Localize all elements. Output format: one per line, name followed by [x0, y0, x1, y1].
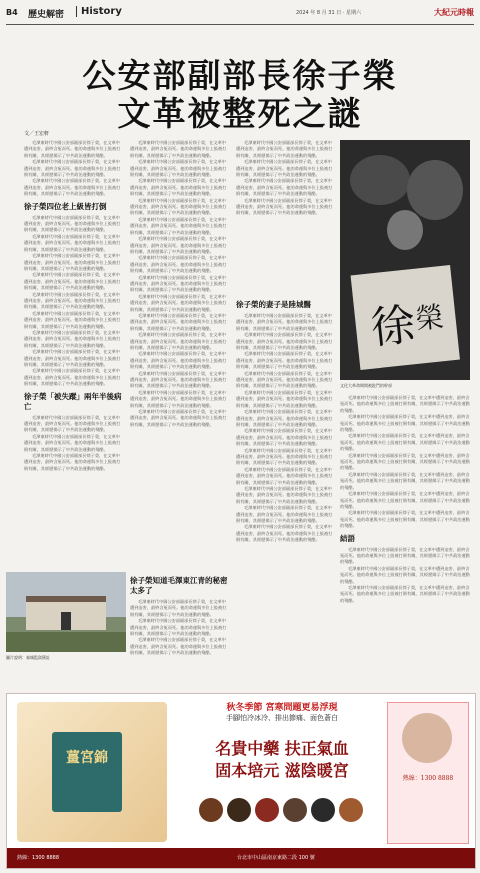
column-1: [24, 140, 124, 570]
paragraph: 毛澤東時代中國公安部副部長徐子榮，在文革中遭到迫害，最終含冤而死。他的命運與多位上級被打倒有關，其經歷揭示了中共政治運動的殘酷。: [24, 368, 121, 387]
paragraph: 毛澤東時代中國公安部副部長徐子榮，在文革中遭到迫害，最終含冤而死。他的命運與多位上級被打倒有關，其經歷揭示了中共政治運動的殘酷。: [340, 584, 470, 603]
page-number: B4: [6, 8, 18, 17]
paragraph: 毛澤東時代中國公安部副部長徐子榮，在文革中遭到迫害，最終含冤而死。他的命運與多位上級被打倒有關，其經歷揭示了中共政治運動的殘酷。: [236, 409, 333, 427]
paragraph: 毛澤東時代中國公安部副部長徐子榮，在文革中遭到迫害，最終含冤而死。他的命運與多位上級被打倒有關，其經歷揭示了中共政治運動的殘酷。: [24, 433, 121, 452]
column-2: [130, 140, 230, 570]
paragraph: 毛澤東時代中國公安部副部長徐子榮，在文革中遭到迫害，最終含冤而死。他的命運與多位上級被打倒有關，其經歷揭示了中共政治運動的殘酷。: [130, 332, 227, 350]
prison-photo: [6, 572, 126, 652]
brand-badge: 薑宮錦: [66, 750, 108, 766]
advertisement[interactable]: [6, 693, 476, 869]
paragraph: 毛澤東時代中國公安部副部長徐子榮，在文革中遭到迫害，最終含冤而死。他的命運與多位上級被打倒有關，其經歷揭示了中共政治運動的殘酷。: [130, 255, 227, 274]
paragraph: 毛澤東時代中國公安部副部長徐子榮，在文革中遭到迫害，最終含冤而死。他的命運與多位上級被打倒有關，其經歷揭示了中共政治運動的殘酷。: [130, 140, 227, 158]
ad-footer-hotline: 熱線：1300 8888: [17, 855, 60, 861]
paragraph: 毛澤東時代中國公安部副部長徐子榮，在文革中遭到迫害，最終含冤而死。他的命運與多位上級被打倒有關，其經歷揭示了中共政治運動的殘酷。: [24, 414, 121, 433]
section-title: 歷史解密: [28, 10, 65, 20]
paragraph: 毛澤東時代中國公安部副部長徐子榮，在文革中遭到迫害，最終含冤而死。他的命運與多位上級被打倒有關，其經歷揭示了中共政治運動的殘酷。: [236, 428, 333, 447]
ad-season: 秋冬季節 宮寒問題更易浮現: [226, 703, 338, 713]
paragraph: 毛澤東時代中國公安部副部長徐子榮，在文革中遭到迫害，最終含冤而死。他的命運與多位上級被打倒有關，其經歷揭示了中共政治運動的殘酷。: [24, 159, 121, 178]
cultural-revolution-photo: [340, 140, 470, 380]
right-photo-caption: 文化大革命期間被批鬥的幹部: [340, 383, 392, 388]
paragraph: 毛澤東時代中國公安部副部長徐子榮，在文革中遭到迫害，最終含冤而死。他的命運與多位上級被打倒有關，其經歷揭示了中共政治運動的殘酷。: [24, 140, 121, 158]
paragraph: 毛澤東時代中國公安部副部長徐子榮，在文革中遭到迫害，最終含冤而死。他的命運與多位上級被打倒有關，其經歷揭示了中共政治運動的殘酷。: [236, 466, 333, 485]
paragraph: 毛澤東時代中國公安部副部長徐子榮，在文革中遭到迫害，最終含冤而死。他的命運與多位上級被打倒有關，其經歷揭示了中共政治運動的殘酷。: [236, 505, 333, 523]
headline-line-1: 公安部副部長徐子榮: [82, 56, 398, 95]
subhead: 徐子榮「被失蹤」兩年半後病亡: [24, 391, 122, 411]
subhead: 徐子榮的妻子是陸城醫: [236, 300, 311, 309]
left-photo-caption: 圖片說明：秦城監獄舊址: [6, 655, 50, 660]
product-box-image: [17, 702, 167, 842]
paragraph: 毛澤東時代中國公安部副部長徐子榮，在文革中遭到迫害，最終含冤而死。他的命運與多位上級被打倒有關，其經歷揭示了中共政治運動的殘酷。: [130, 389, 227, 408]
doctor-avatar: [402, 713, 452, 763]
paragraph: 毛澤東時代中國公安部副部長徐子榮，在文革中遭到迫害，最終含冤而死。他的命運與多位上級被打倒有關，其經歷揭示了中共政治運動的殘酷。: [130, 599, 227, 617]
paragraph: 毛澤東時代中國公安部副部長徐子榮，在文革中遭到迫害，最終含冤而死。他的命運與多位上級被打倒有關，其經歷揭示了中共政治運動的殘酷。: [340, 546, 470, 565]
paragraph: 毛澤東時代中國公安部副部長徐子榮，在文革中遭到迫害，最終含冤而死。他的命運與多位上級被打倒有關，其經歷揭示了中共政治運動的殘酷。: [236, 370, 333, 389]
ingredient-images: [197, 790, 367, 830]
column-4: [340, 395, 470, 685]
paragraph: 毛澤東時代中國公安部副部長徐子榮，在文革中遭到迫害，最終含冤而死。他的命運與多位上級被打倒有關，其經歷揭示了中共政治運動的殘酷。: [130, 370, 227, 389]
paragraph: 毛澤東時代中國公安部副部長徐子榮，在文革中遭到迫害，最終含冤而死。他的命運與多位上級被打倒有關，其經歷揭示了中共政治運動的殘酷。: [340, 471, 470, 490]
paragraph: 毛澤東時代中國公安部副部長徐子榮，在文革中遭到迫害，最終含冤而死。他的命運與多位上級被打倒有關，其經歷揭示了中共政治運動的殘酷。: [24, 349, 121, 367]
paragraph: 毛澤東時代中國公安部副部長徐子榮，在文革中遭到迫害，最終含冤而死。他的命運與多位上級被打倒有關，其經歷揭示了中共政治運動的殘酷。: [236, 485, 333, 504]
doctor-panel: [387, 702, 469, 844]
newspaper-logo: 大紀元時報: [434, 8, 474, 17]
header-rule: [6, 24, 474, 25]
ad-slogan-2: 固本培元 滋陰暖宮: [215, 761, 349, 780]
paragraph: 毛澤東時代中國公安部副部長徐子榮，在文革中遭到迫害，最終含冤而死。他的命運與多位上級被打倒有關，其經歷揭示了中共政治運動的殘酷。: [236, 351, 333, 370]
paragraph: 毛澤東時代中國公安部副部長徐子榮，在文革中遭到迫害，最終含冤而死。他的命運與多位上級被打倒有關，其經歷揭示了中共政治運動的殘酷。: [340, 395, 470, 413]
paragraph: 毛澤東時代中國公安部副部長徐子榮，在文革中遭到迫害，最終含冤而死。他的命運與多位上級被打倒有關，其經歷揭示了中共政治運動的殘酷。: [130, 293, 227, 312]
column-3: [236, 296, 336, 686]
ad-symptoms: 手腳怕冷冰冷、排出節痛、面色蒼白: [226, 714, 338, 722]
paragraph: 毛澤東時代中國公安部副部長徐子榮，在文革中遭到迫害，最終含冤而死。他的命運與多位上級被打倒有關，其經歷揭示了中共政治運動的殘酷。: [130, 178, 227, 197]
paragraph: 毛澤東時代中國公安部副部長徐子榮，在文革中遭到迫害，最終含冤而死。他的命運與多位上級被打倒有關，其經歷揭示了中共政治運動的殘酷。: [236, 159, 333, 178]
paragraph: 毛澤東時代中國公安部副部長徐子榮，在文革中遭到迫害，最終含冤而死。他的命運與多位上級被打倒有關，其經歷揭示了中共政治運動的殘酷。: [24, 310, 121, 329]
paragraph: 毛澤東時代中國公安部副部長徐子榮，在文革中遭到迫害，最終含冤而死。他的命運與多位上級被打倒有關，其經歷揭示了中共政治運動的殘酷。: [236, 140, 333, 158]
paragraph: 毛澤東時代中國公安部副部長徐子榮，在文革中遭到迫害，最終含冤而死。他的命運與多位上級被打倒有關，其經歷揭示了中共政治運動的殘酷。: [24, 233, 121, 252]
paragraph: 毛澤東時代中國公安部副部長徐子榮，在文革中遭到迫害，最終含冤而死。他的命運與多位上級被打倒有關，其經歷揭示了中共政治運動的殘酷。: [130, 312, 227, 331]
paragraph: 毛澤東時代中國公安部副部長徐子榮，在文革中遭到迫害，最終含冤而死。他的命運與多位上級被打倒有關，其經歷揭示了中共政治運動的殘酷。: [130, 197, 227, 216]
header-date: 2024 年 8 月 31 日 · 星期六: [296, 10, 361, 16]
paragraph: 毛澤東時代中國公安部副部長徐子榮，在文革中遭到迫害，最終含冤而死。他的命運與多位上級被打倒有關，其經歷揭示了中共政治運動的殘酷。: [24, 329, 121, 348]
svg-text:榮: 榮: [413, 300, 446, 336]
paragraph: 毛澤東時代中國公安部副部長徐子榮，在文革中遭到迫害，最終含冤而死。他的命運與多位上級被打倒有關，其經歷揭示了中共政治運動的殘酷。: [24, 214, 121, 233]
column-3-top: [236, 140, 336, 290]
paragraph: 毛澤東時代中國公安部副部長徐子榮，在文革中遭到迫害，最終含冤而死。他的命運與多位上級被打倒有關，其經歷揭示了中共政治運動的殘酷。: [236, 389, 333, 408]
paragraph: 毛澤東時代中國公安部副部長徐子榮，在文革中遭到迫害，最終含冤而死。他的命運與多位上級被打倒有關，其經歷揭示了中共政治運動的殘酷。: [130, 216, 227, 235]
page-header: [6, 6, 474, 22]
ad-footer: [7, 848, 475, 868]
ad-headline: [207, 700, 357, 723]
section-title-en: History: [76, 6, 122, 17]
paragraph: 毛澤東時代中國公安部副部長徐子榮，在文革中遭到迫害，最終含冤而死。他的命運與多位上級被打倒有關，其經歷揭示了中共政治運動的殘酷。: [130, 618, 227, 637]
subhead: 徐子榮四位老上級皆打倒: [24, 201, 107, 211]
paragraph: 毛澤東時代中國公安部副部長徐子榮，在文革中遭到迫害，最終含冤而死。他的命運與多位上級被打倒有關，其經歷揭示了中共政治運動的殘酷。: [130, 351, 227, 370]
paragraph: 毛澤東時代中國公安部副部長徐子榮，在文革中遭到迫害，最終含冤而死。他的命運與多位上級被打倒有關，其經歷揭示了中共政治運動的殘酷。: [24, 272, 121, 291]
svg-text:徐: 徐: [368, 299, 418, 355]
paragraph: 毛澤東時代中國公安部副部長徐子榮，在文革中遭到迫害，最終含冤而死。他的命運與多位上級被打倒有關，其經歷揭示了中共政治運動的殘酷。: [236, 178, 333, 197]
paragraph: 毛澤東時代中國公安部副部長徐子榮，在文革中遭到迫害，最終含冤而死。他的命運與多位上級被打倒有關，其經歷揭示了中共政治運動的殘酷。: [24, 253, 121, 271]
paragraph: 毛澤東時代中國公安部副部長徐子榮，在文革中遭到迫害，最終含冤而死。他的命運與多位上級被打倒有關，其經歷揭示了中共政治運動的殘酷。: [130, 159, 227, 178]
paragraph: 毛澤東時代中國公安部副部長徐子榮，在文革中遭到迫害，最終含冤而死。他的命運與多位上級被打倒有關，其經歷揭示了中共政治運動的殘酷。: [130, 236, 227, 254]
paragraph: 毛澤東時代中國公安部副部長徐子榮，在文革中遭到迫害，最終含冤而死。他的命運與多位上級被打倒有關，其經歷揭示了中共政治運動的殘酷。: [340, 491, 470, 509]
paragraph: 毛澤東時代中國公安部副部長徐子榮，在文革中遭到迫害，最終含冤而死。他的命運與多位上級被打倒有關，其經歷揭示了中共政治運動的殘酷。: [236, 332, 333, 351]
paragraph: 毛澤東時代中國公安部副部長徐子榮，在文革中遭到迫害，最終含冤而死。他的命運與多位上級被打倒有關，其經歷揭示了中共政治運動的殘酷。: [340, 452, 470, 471]
column-2-lower: [130, 572, 230, 684]
paragraph: 毛澤東時代中國公安部副部長徐子榮，在文革中遭到迫害，最終含冤而死。他的命運與多位上級被打倒有關，其經歷揭示了中共政治運動的殘酷。: [24, 453, 121, 471]
ad-footer-address: 台北市中山區南京東路二段 100 號: [237, 855, 315, 861]
paragraph: 毛澤東時代中國公安部副部長徐子榮，在文革中遭到迫害，最終含冤而死。他的命運與多位上級被打倒有關，其經歷揭示了中共政治運動的殘酷。: [236, 197, 333, 216]
paragraph: 毛澤東時代中國公安部副部長徐子榮，在文革中遭到迫害，最終含冤而死。他的命運與多位上級被打倒有關，其經歷揭示了中共政治運動的殘酷。: [340, 565, 470, 584]
subhead: 徐子榮知道毛澤東江青的秘密太多了: [130, 576, 228, 595]
headline-line-2: 文革被整死之謎: [117, 94, 363, 133]
paragraph: 毛澤東時代中國公安部副部長徐子榮，在文革中遭到迫害，最終含冤而死。他的命運與多位上級被打倒有關，其經歷揭示了中共政治運動的殘酷。: [340, 510, 470, 529]
paragraph: 毛澤東時代中國公安部副部長徐子榮，在文革中遭到迫害，最終含冤而死。他的命運與多位上級被打倒有關，其經歷揭示了中共政治運動的殘酷。: [24, 178, 121, 197]
paragraph: 毛澤東時代中國公安部副部長徐子榮，在文革中遭到迫害，最終含冤而死。他的命運與多位上級被打倒有關，其經歷揭示了中共政治運動的殘酷。: [236, 524, 333, 543]
paragraph: 毛澤東時代中國公安部副部長徐子榮，在文革中遭到迫害，最終含冤而死。他的命運與多位上級被打倒有關，其經歷揭示了中共政治運動的殘酷。: [236, 447, 333, 466]
paragraph: 毛澤東時代中國公安部副部長徐子榮，在文革中遭到迫害，最終含冤而死。他的命運與多位上級被打倒有關，其經歷揭示了中共政治運動的殘酷。: [130, 637, 227, 656]
paragraph: 毛澤東時代中國公安部副部長徐子榮，在文革中遭到迫害，最終含冤而死。他的命運與多位上級被打倒有關，其經歷揭示了中共政治運動的殘酷。: [24, 291, 121, 310]
paragraph: 毛澤東時代中國公安部副部長徐子榮，在文革中遭到迫害，最終含冤而死。他的命運與多位上級被打倒有關，其經歷揭示了中共政治運動的殘酷。: [236, 313, 333, 331]
ad-hotline: 熱線：1300 8888: [402, 775, 454, 782]
byline: 文／王宏軒: [24, 131, 50, 137]
paragraph: 毛澤東時代中國公安部副部長徐子榮，在文革中遭到迫害，最終含冤而死。他的命運與多位上級被打倒有關，其經歷揭示了中共政治運動的殘酷。: [130, 409, 227, 427]
paragraph: 毛澤東時代中國公安部副部長徐子榮，在文革中遭到迫害，最終含冤而死。他的命運與多位上級被打倒有關，其經歷揭示了中共政治運動的殘酷。: [130, 274, 227, 293]
paragraph: 毛澤東時代中國公安部副部長徐子榮，在文革中遭到迫害，最終含冤而死。他的命運與多位上級被打倒有關，其經歷揭示了中共政治運動的殘酷。: [340, 433, 470, 452]
ad-slogan-1: 名貴中藥 扶正氣血: [215, 739, 349, 758]
paragraph: 毛澤東時代中國公安部副部長徐子榮，在文革中遭到迫害，最終含冤而死。他的命運與多位上級被打倒有關，其經歷揭示了中共政治運動的殘酷。: [340, 414, 470, 433]
sidebar-heading: 結語: [340, 533, 355, 543]
